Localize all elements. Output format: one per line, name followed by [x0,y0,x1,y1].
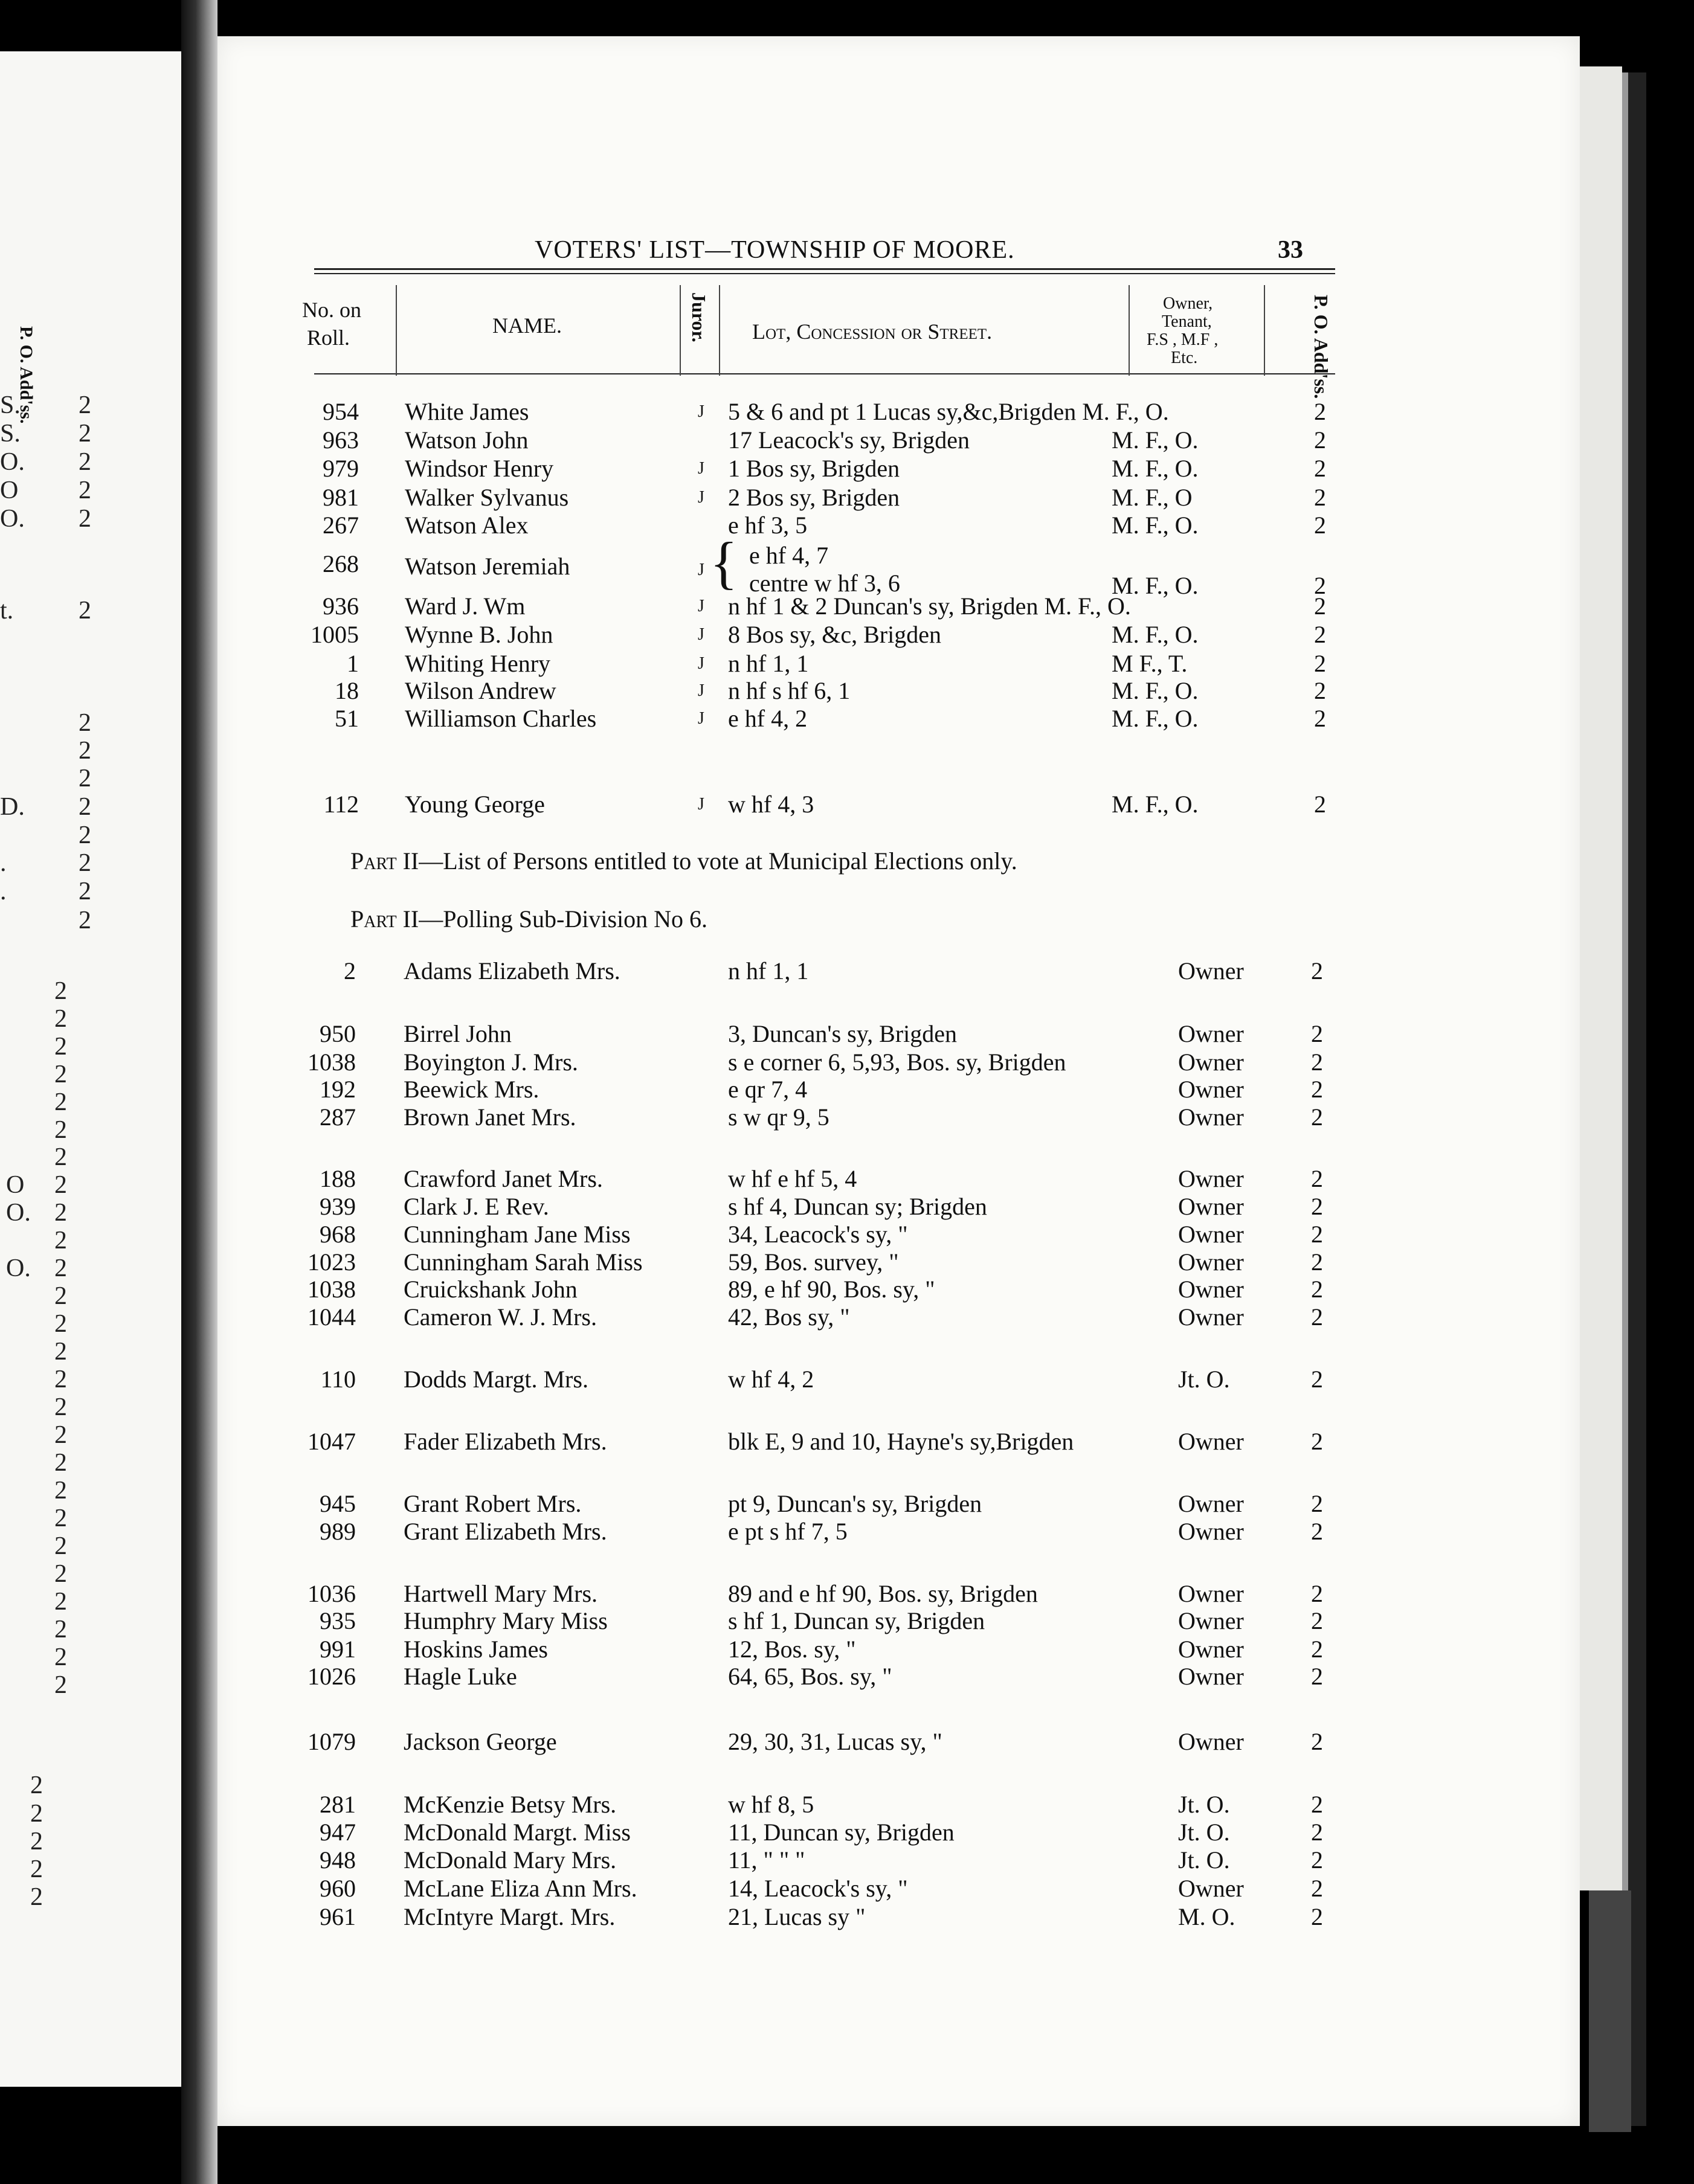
owner-status: M. F., O. [1112,572,1199,599]
col-roll-header-1: No. on [302,298,361,322]
left-page-po: 2 [79,597,91,625]
po-address: 2 [1311,1165,1323,1192]
po-address: 2 [1314,484,1326,511]
voter-name: Watson Alex [405,512,529,539]
roll-number: 989 [320,1518,356,1545]
roll-number: 281 [320,1791,356,1818]
owner-status: M. F., O. [1112,621,1199,648]
col-name-header: NAME. [492,313,562,338]
roll-number: 1044 [308,1303,356,1331]
header-rule-top-2 [314,273,1335,274]
left-page-status: O [0,477,19,504]
left-page-po: 2 [54,1088,67,1116]
col-owner-header-2: Tenant, [1162,312,1212,331]
lot-concession: 2 Bos sy, Brigden [728,484,900,511]
left-page-po: 2 [54,1310,67,1338]
left-page-po: 2 [79,448,91,476]
left-page-status: . [0,849,7,877]
lot-concession: centre w hf 3, 6 [749,570,900,597]
lot-concession: pt 9, Duncan's sy, Brigden [728,1490,982,1517]
po-address: 2 [1311,1607,1323,1634]
voter-name: Wynne B. John [405,621,553,648]
col-po-header: P. O. Add'ss. [1310,295,1332,399]
left-page-status: . [0,878,7,905]
part-label: Part II [350,905,419,933]
left-page-po: 2 [30,1883,43,1911]
left-page-po: 2 [30,1800,43,1828]
roll-number: 1047 [308,1428,356,1455]
po-address: 2 [1314,791,1326,818]
owner-status: Owner [1178,1276,1244,1303]
left-page-po: 2 [79,878,91,905]
part2-heading-subdivision [350,905,707,933]
left-page-po: 2 [54,1282,67,1310]
left-page-status: t. [0,597,14,625]
owner-status: Owner [1178,1193,1244,1220]
roll-number: 1 [347,650,359,677]
po-address: 2 [1311,1303,1323,1331]
owner-status: Owner [1178,1728,1244,1755]
left-page-po: 2 [79,391,91,419]
voter-name: Clark J. E Rev. [404,1193,549,1220]
po-address: 2 [1314,512,1326,539]
left-page-status: O. [0,448,25,476]
po-address: 2 [1311,1049,1323,1076]
owner-status: Jt. O. [1178,1791,1230,1818]
left-page-po: 2 [54,1116,67,1144]
lot-concession: s e corner 6, 5,93, Bos. sy, Brigden [728,1049,1066,1076]
voter-name: Watson Jeremiah [405,553,570,580]
roll-number: 110 [320,1366,356,1393]
lot-concession: 42, Bos sy, " [728,1303,850,1331]
lot-concession: n hf 1, 1 [728,957,809,984]
brace-glyph: { [710,530,738,595]
owner-status: M. F., O [1112,484,1193,511]
roll-number: 936 [323,593,359,620]
juror-mark: J [698,681,704,700]
po-address: 2 [1311,1193,1323,1220]
lot-concession: 11, " " " [728,1846,805,1874]
left-page-po: 2 [54,1143,67,1171]
po-address: 2 [1311,1428,1323,1455]
left-page-po: 2 [79,737,91,765]
roll-number: 954 [323,398,359,425]
voter-name: Ward J. Wm [405,593,526,620]
juror-mark: J [698,560,704,579]
left-page-po: 2 [54,1254,67,1282]
col-owner-header-1: Owner, [1163,294,1213,313]
left-page-status: O. [0,505,25,533]
roll-number: 1038 [308,1049,356,1076]
col-juror-header: Juror. [688,292,710,342]
roll-number: 981 [323,484,359,511]
lot-concession: 59, Bos. survey, " [728,1248,899,1276]
left-page-po: 2 [54,1393,67,1421]
voter-name: Crawford Janet Mrs. [404,1165,603,1192]
left-page-status: O. [6,1254,31,1282]
po-address: 2 [1314,426,1326,454]
owner-status: M. F., O. [1112,455,1199,482]
owner-status: Jt. O. [1178,1846,1230,1874]
po-address: 2 [1311,1791,1323,1818]
page-edge [1580,66,1622,1890]
roll-number: 963 [323,426,359,454]
po-address: 2 [1314,572,1326,599]
roll-number: 51 [335,705,359,732]
owner-status: M. O. [1178,1903,1235,1930]
voter-name: Beewick Mrs. [404,1076,539,1103]
lot-concession: 29, 30, 31, Lucas sy, " [728,1728,942,1755]
col-lot-header: Lot, Concession or Street. [752,320,993,344]
lot-concession: 8 Bos sy, &c, Brigden [728,621,941,648]
po-address: 2 [1311,1366,1323,1393]
page-edge-shadow [1622,72,1628,1890]
juror-mark: J [698,402,704,421]
voter-name: McDonald Margt. Miss [404,1819,631,1846]
owner-status: Owner [1178,1875,1244,1902]
roll-number: 950 [320,1020,356,1047]
left-page-po: 2 [79,765,91,792]
left-page-po: 2 [54,1033,67,1061]
book-gutter [181,0,217,2184]
roll-number: 18 [335,677,359,704]
po-address: 2 [1314,705,1326,732]
header-rule-bottom [314,373,1335,374]
po-address: 2 [1311,1819,1323,1846]
owner-status: Owner [1178,1221,1244,1248]
owner-status: Owner [1178,1663,1244,1690]
left-page-po-header: P. O. Add'ss. [16,326,36,424]
voter-name: Grant Elizabeth Mrs. [404,1518,607,1545]
roll-number: 1036 [308,1580,356,1607]
lot-concession: e hf 3, 5 [728,512,808,539]
roll-number: 1023 [308,1248,356,1276]
left-facing-page [0,51,181,2087]
po-address: 2 [1314,455,1326,482]
left-page-po: 2 [54,977,67,1005]
voter-name: McLane Eliza Ann Mrs. [404,1875,637,1902]
lot-concession: 5 & 6 and pt 1 Lucas sy,&c,Brigden M. F., O. [728,398,1169,425]
lot-concession: n hf s hf 6, 1 [728,677,851,704]
juror-mark: J [698,597,704,615]
part-heading-text: —Polling Sub-Division No 6. [419,905,708,933]
lot-concession: 17 Leacock's sy, Brigden [728,426,970,454]
roll-number: 935 [320,1607,356,1634]
left-page-po: 2 [54,1560,67,1588]
lot-concession: 12, Bos. sy, " [728,1636,856,1663]
roll-number: 268 [323,550,359,577]
lot-concession: 89, e hf 90, Bos. sy, " [728,1276,935,1303]
voter-name: Boyington J. Mrs. [404,1049,578,1076]
voter-name: Birrel John [404,1020,512,1047]
voter-name: Fader Elizabeth Mrs. [404,1428,607,1455]
owner-status: Jt. O. [1178,1819,1230,1846]
po-address: 2 [1311,1663,1323,1690]
po-address: 2 [1311,1490,1323,1517]
roll-number: 192 [320,1076,356,1103]
left-page-po: 2 [54,1199,67,1227]
juror-mark: J [698,459,704,478]
owner-status: Owner [1178,1636,1244,1663]
roll-number: 2 [344,957,356,984]
po-address: 2 [1311,1636,1323,1663]
col-divider [1129,285,1130,376]
voter-name: Williamson Charles [405,705,597,732]
voter-name: Hoskins James [404,1636,548,1663]
left-page-status: S. [0,420,21,448]
lot-concession: w hf 4, 3 [728,791,814,818]
po-address: 2 [1311,1518,1323,1545]
left-page-po: 2 [54,1171,67,1199]
po-address: 2 [1311,1875,1323,1902]
lot-concession: w hf 8, 5 [728,1791,814,1818]
lot-concession: s hf 4, Duncan sy; Brigden [728,1193,987,1220]
voter-name: Watson John [405,426,529,454]
lot-concession: e qr 7, 4 [728,1076,808,1103]
roll-number: 1026 [308,1663,356,1690]
owner-status: M. F., O. [1112,791,1199,818]
owner-status: Owner [1178,1103,1244,1131]
owner-status: Owner [1178,1428,1244,1455]
lot-concession: w hf e hf 5, 4 [728,1165,857,1192]
lot-concession: w hf 4, 2 [728,1366,814,1393]
po-address: 2 [1311,1580,1323,1607]
owner-status: Owner [1178,1580,1244,1607]
owner-status: Owner [1178,1248,1244,1276]
left-page-po: 2 [79,420,91,448]
voter-name: McKenzie Betsy Mrs. [404,1791,617,1818]
part2-heading-list [350,847,1017,875]
voter-name: Adams Elizabeth Mrs. [404,957,620,984]
left-page-po: 2 [30,1855,43,1883]
left-page-po: 2 [54,1671,67,1699]
left-page-po: 2 [79,793,91,821]
lot-concession: 34, Leacock's sy, " [728,1221,908,1248]
lot-concession: blk E, 9 and 10, Hayne's sy,Brigden [728,1428,1074,1455]
lot-concession: 64, 65, Bos. sy, " [728,1663,892,1690]
col-divider [719,285,720,376]
roll-number: 112 [323,791,359,818]
lot-concession: 11, Duncan sy, Brigden [728,1819,955,1846]
lot-concession: 21, Lucas sy " [728,1903,866,1930]
header-rule-top [314,268,1335,270]
left-page-po: 2 [79,477,91,504]
owner-status: M. F., O. [1112,705,1199,732]
voter-name: Grant Robert Mrs. [404,1490,582,1517]
part-label: Part II [350,847,419,875]
left-page-po: 2 [54,1005,67,1033]
voter-name: Cunningham Sarah Miss [404,1248,643,1276]
voter-name: Dodds Margt. Mrs. [404,1366,588,1393]
page-edge-dark [1589,1890,1631,2132]
lot-concession: s hf 1, Duncan sy, Brigden [728,1607,985,1634]
page-number: 33 [1278,236,1303,264]
left-page-status: D. [0,793,25,821]
juror-mark: J [698,488,704,507]
col-divider [1264,285,1265,376]
lot-concession: 14, Leacock's sy, " [728,1875,908,1902]
voter-name: Brown Janet Mrs. [404,1103,576,1131]
owner-status: M. F., O. [1112,677,1199,704]
po-address: 2 [1311,1248,1323,1276]
juror-mark: J [698,654,704,673]
col-owner-header-4: Etc. [1171,348,1198,367]
lot-concession: 3, Duncan's sy, Brigden [728,1020,958,1047]
lot-concession: e pt s hf 7, 5 [728,1518,848,1545]
lot-concession: n hf 1 & 2 Duncan's sy, Brigden M. F., O. [728,593,1131,620]
owner-status: Owner [1178,1490,1244,1517]
juror-mark: J [698,795,704,814]
left-page-po: 2 [54,1616,67,1643]
owner-status: M. F., O. [1112,512,1199,539]
roll-number: 1005 [311,621,359,648]
voter-name: Cameron W. J. Mrs. [404,1303,597,1331]
owner-status: Owner [1178,1165,1244,1192]
left-page-po: 2 [79,505,91,533]
voter-name: Cunningham Jane Miss [404,1221,631,1248]
roll-number: 188 [320,1165,356,1192]
left-page-po: 2 [54,1061,67,1088]
lot-concession: 89 and e hf 90, Bos. sy, Brigden [728,1580,1038,1607]
roll-number: 991 [320,1636,356,1663]
left-page-status: S. [0,391,21,419]
owner-status: Jt. O. [1178,1366,1230,1393]
book-cover-edge [1628,72,1646,2126]
left-page-po: 2 [79,821,91,849]
left-page-po: 2 [54,1588,67,1616]
voter-name: Windsor Henry [405,455,554,482]
voter-name: Wilson Andrew [405,677,556,704]
col-divider [680,285,681,376]
po-address: 2 [1314,677,1326,704]
voter-name: Hartwell Mary Mrs. [404,1580,598,1607]
lot-concession: e hf 4, 7 [749,542,829,569]
left-page-po: 2 [79,849,91,877]
voter-name: Whiting Henry [405,650,551,677]
voter-name: Walker Sylvanus [405,484,569,511]
owner-status: Owner [1178,1303,1244,1331]
lot-concession: e hf 4, 2 [728,705,808,732]
voter-name: White James [405,398,529,425]
roll-number: 968 [320,1221,356,1248]
po-address: 2 [1311,1846,1323,1874]
voter-name: Humphry Mary Miss [404,1607,608,1634]
owner-status: M. F., O. [1112,426,1199,454]
left-page-po: 2 [54,1643,67,1671]
left-page-po: 2 [54,1505,67,1532]
running-title: VOTERS' LIST—TOWNSHIP OF MOORE. [535,236,1015,264]
left-page-po: 2 [54,1366,67,1393]
po-address: 2 [1311,957,1323,984]
po-address: 2 [1311,1103,1323,1131]
juror-mark: J [698,709,704,728]
left-page-po: 2 [54,1338,67,1366]
owner-status: M F., T. [1112,650,1188,677]
po-address: 2 [1311,1076,1323,1103]
owner-status: Owner [1178,1020,1244,1047]
left-page-po: 2 [30,1771,43,1799]
roll-number: 960 [320,1875,356,1902]
po-address: 2 [1314,593,1326,620]
lot-concession: n hf 1, 1 [728,650,809,677]
left-page-status: O. [6,1199,31,1227]
left-page-po: 2 [79,907,91,934]
lot-concession: 1 Bos sy, Brigden [728,455,900,482]
roll-number: 1038 [308,1276,356,1303]
roll-number: 961 [320,1903,356,1930]
lot-concession: s w qr 9, 5 [728,1103,829,1131]
po-address: 2 [1314,650,1326,677]
voter-name: Young George [405,791,545,818]
juror-mark: J [698,625,704,644]
col-roll-header-2: Roll. [307,326,350,350]
left-page-po: 2 [79,709,91,737]
voter-name: Jackson George [404,1728,557,1755]
po-address: 2 [1311,1276,1323,1303]
roll-number: 979 [323,455,359,482]
left-page-status: O [6,1171,25,1199]
voter-name: McDonald Mary Mrs. [404,1846,617,1874]
po-address: 2 [1311,1020,1323,1047]
owner-status: Owner [1178,957,1244,984]
left-page-po: 2 [54,1477,67,1505]
part-heading-text: —List of Persons entitled to vote at Municipal Elections only. [419,847,1017,875]
roll-number: 945 [320,1490,356,1517]
left-page-po: 2 [30,1828,43,1855]
voter-name: Hagle Luke [404,1663,517,1690]
owner-status: Owner [1178,1607,1244,1634]
owner-status: Owner [1178,1518,1244,1545]
po-address: 2 [1311,1221,1323,1248]
roll-number: 939 [320,1193,356,1220]
col-divider [396,285,397,376]
po-address: 2 [1314,398,1326,425]
left-page-po: 2 [54,1421,67,1449]
voter-name: McIntyre Margt. Mrs. [404,1903,616,1930]
po-address: 2 [1311,1903,1323,1930]
po-address: 2 [1311,1728,1323,1755]
left-page-po: 2 [54,1227,67,1254]
left-page-po: 2 [54,1449,67,1477]
owner-status: Owner [1178,1049,1244,1076]
roll-number: 947 [320,1819,356,1846]
voter-name: Cruickshank John [404,1276,578,1303]
owner-status: Owner [1178,1076,1244,1103]
col-owner-header-3: F.S , M.F , [1147,330,1219,349]
roll-number: 287 [320,1103,356,1131]
roll-number: 1079 [308,1728,356,1755]
roll-number: 948 [320,1846,356,1874]
po-address: 2 [1314,621,1326,648]
left-page-po: 2 [54,1532,67,1560]
roll-number: 267 [323,512,359,539]
